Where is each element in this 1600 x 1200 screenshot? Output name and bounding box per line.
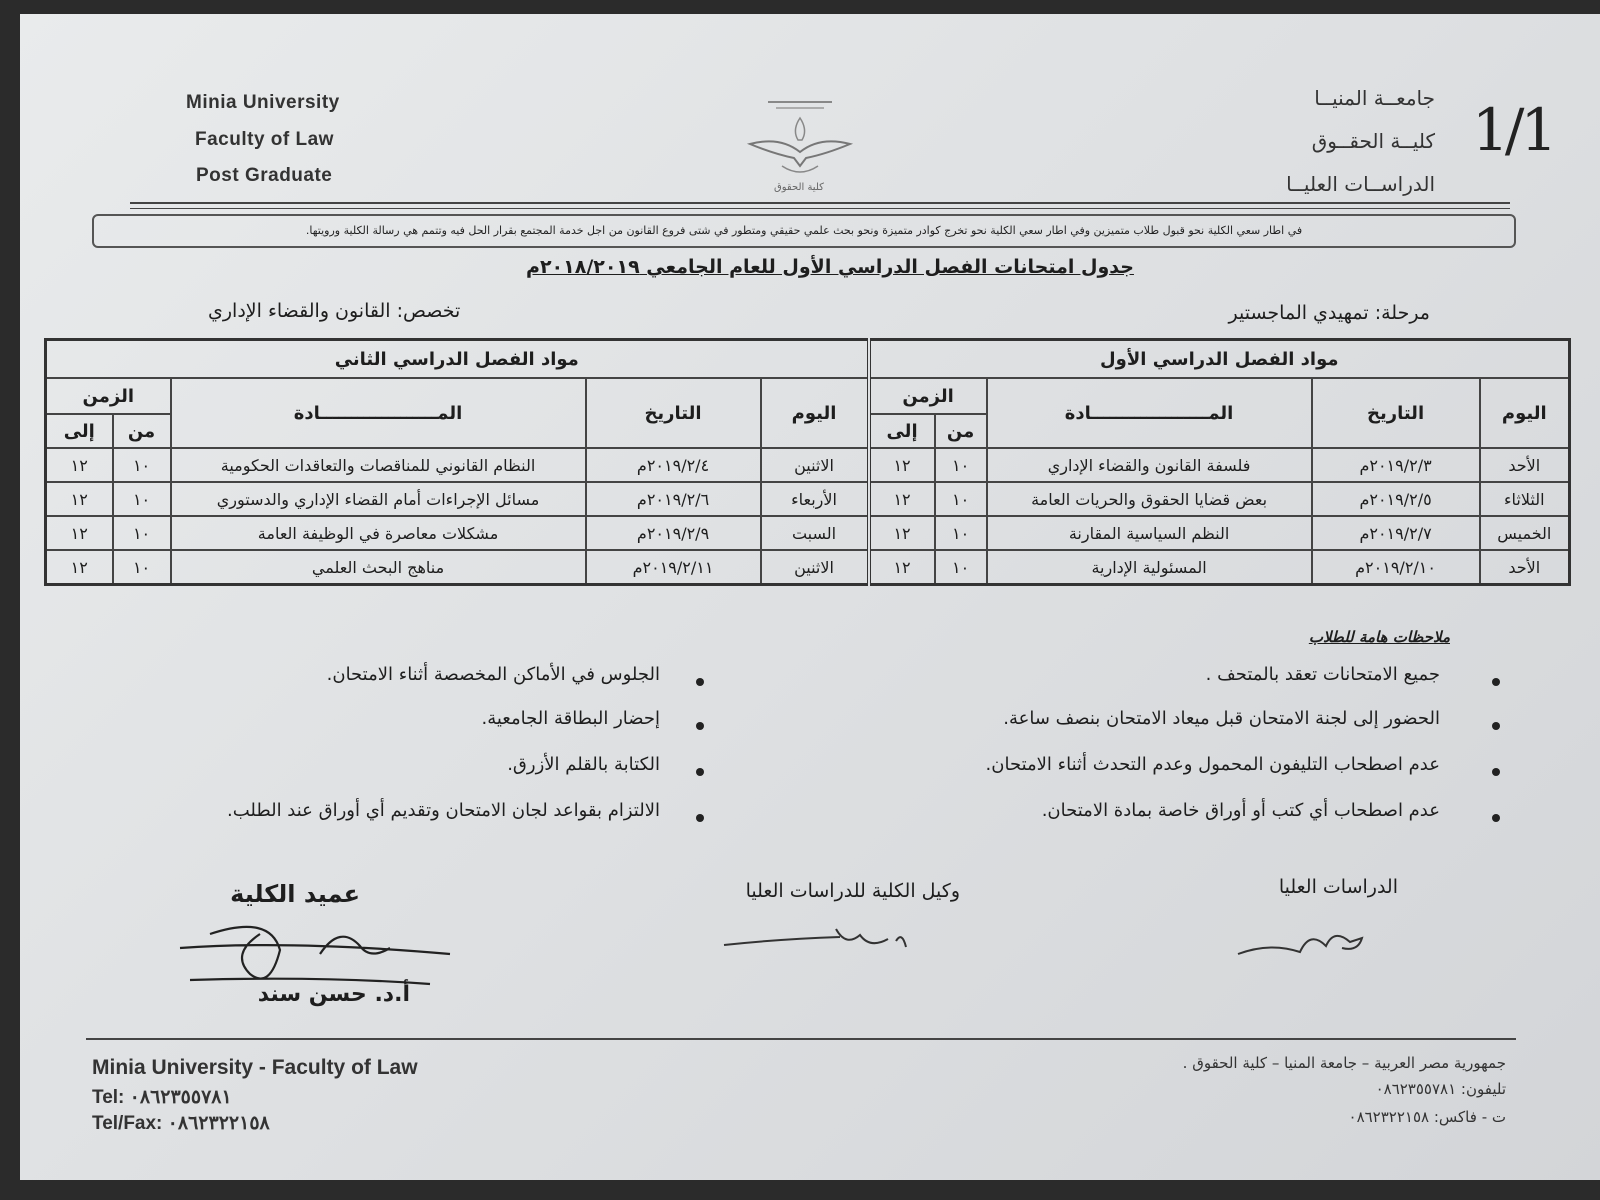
s1-day: الأحد — [1480, 550, 1570, 585]
s2-date: ٢٠١٩/٢/١١م — [586, 550, 761, 585]
exam-schedule-table — [44, 338, 1571, 586]
header-ar-dept: الدراســات العليــا — [1286, 172, 1435, 196]
col-day-2: اليوم — [761, 378, 869, 448]
s1-day: الثلاثاء — [1480, 482, 1570, 516]
note-left-4: الالتزام بقواعد لجان الامتحان وتقديم أي أوراق عند الطلب. — [226, 800, 660, 821]
bullet-icon — [696, 678, 704, 686]
s2-day: السبت — [761, 516, 869, 550]
header-ar-university: جامعــة المنيــا — [1314, 86, 1435, 110]
header-ar-faculty: كليــة الحقــوق — [1311, 129, 1435, 153]
footer-ar-tel: تليفون: ٠٨٦٢٣٥٥٧٨١ — [1375, 1080, 1506, 1098]
s2-to: ١٢ — [46, 448, 113, 482]
s1-date: ٢٠١٩/٢/٧م — [1312, 516, 1480, 550]
s1-date: ٢٠١٩/٢/٥م — [1312, 482, 1480, 516]
bullet-icon — [1492, 814, 1500, 822]
header-en-university: Minia University — [186, 92, 340, 113]
note-right-3: عدم اصطحاب التليفون المحمول وعدم التحدث أثناء الامتحان. — [985, 754, 1440, 775]
col-subject-1: المـــــــــــــــــــادة — [987, 378, 1312, 448]
s2-date: ٢٠١٩/٢/٦م — [586, 482, 761, 516]
signature-grad-title: الدراسات العليا — [1278, 876, 1398, 898]
s2-from: ١٠ — [113, 448, 171, 482]
document-page — [20, 14, 1600, 1180]
note-left-2: إحضار البطاقة الجامعية. — [481, 708, 660, 729]
s1-subject: النظم السياسية المقارنة — [987, 516, 1312, 550]
header-rule-top — [130, 202, 1510, 204]
note-right-2: الحضور إلى لجنة الامتحان قبل ميعاد الامتحان بنصف ساعة. — [1003, 708, 1440, 729]
s1-to: ١٢ — [869, 550, 935, 585]
s2-day: الأربعاء — [761, 482, 869, 516]
notes-title: ملاحظات هامة للطلاب — [1308, 628, 1450, 646]
footer-ar-line: جمهورية مصر العربية – جامعة المنيا – كلية الحقوق . — [1182, 1054, 1506, 1072]
s2-to: ١٢ — [46, 482, 113, 516]
table-row — [46, 550, 1570, 585]
specialization-label: تخصص: القانون والقضاء الإداري — [208, 300, 461, 322]
note-right-1: جميع الامتحانات تعقد بالمتحف . — [1205, 664, 1440, 685]
table-row — [46, 448, 1570, 482]
header-en-faculty: Faculty of Law — [195, 129, 334, 150]
note-left-1: الجلوس في الأماكن المخصصة أثناء الامتحان. — [326, 664, 660, 685]
s2-day: الاثنين — [761, 550, 869, 585]
s1-from: ١٠ — [935, 448, 987, 482]
col-date-1: التاريخ — [1312, 378, 1480, 448]
footer-en-tel: Tel: ٠٨٦٢٣٥٥٧٨١ — [92, 1087, 232, 1108]
bullet-icon — [696, 814, 704, 822]
col-to-2: إلى — [46, 414, 113, 448]
footer-rule — [86, 1038, 1516, 1040]
s2-subject: مشكلات معاصرة في الوظيفة العامة — [171, 516, 586, 550]
col-date-2: التاريخ — [586, 378, 761, 448]
s1-date: ٢٠١٩/٢/٣م — [1312, 448, 1480, 482]
sem2-header: مواد الفصل الدراسي الثاني — [46, 340, 869, 379]
s1-to: ١٢ — [869, 448, 935, 482]
s1-subject: فلسفة القانون والقضاء الإداري — [987, 448, 1312, 482]
footer-en-line: Minia University - Faculty of Law — [92, 1056, 418, 1079]
sem1-header: مواد الفصل الدراسي الأول — [869, 340, 1570, 379]
header-rule-bottom — [130, 208, 1510, 209]
bullet-icon — [1492, 768, 1500, 776]
note-right-4: عدم اصطحاب أي كتب أو أوراق خاصة بمادة الامتحان. — [1041, 800, 1440, 821]
s2-subject: النظام القانوني للمناقصات والتعاقدات الحكومية — [171, 448, 586, 482]
page-mark: 1/1 — [1472, 96, 1554, 164]
signature-dean-name: أ.د. حسن سند — [257, 982, 410, 1007]
s1-subject: بعض قضايا الحقوق والحريات العامة — [987, 482, 1312, 516]
s1-day: الخميس — [1480, 516, 1570, 550]
col-from-1: من — [935, 414, 987, 448]
table-row — [46, 482, 1570, 516]
col-day-1: اليوم — [1480, 378, 1570, 448]
note-left-3: الكتابة بالقلم الأزرق. — [507, 754, 660, 775]
s1-to: ١٢ — [869, 482, 935, 516]
s1-date: ٢٠١٩/٢/١٠م — [1312, 550, 1480, 585]
s1-from: ١٠ — [935, 550, 987, 585]
s2-date: ٢٠١٩/٢/٩م — [586, 516, 761, 550]
s1-to: ١٢ — [869, 516, 935, 550]
footer-ar-fax: ت - فاكس: ٠٨٦٢٣٢٢١٥٨ — [1348, 1108, 1506, 1126]
col-from-2: من — [113, 414, 171, 448]
s2-from: ١٠ — [113, 550, 171, 585]
s2-from: ١٠ — [113, 482, 171, 516]
signature-dean-title: عميد الكلية — [230, 880, 360, 908]
faculty-logo — [740, 96, 860, 206]
s1-subject: المسئولية الإدارية — [987, 550, 1312, 585]
stage-label: مرحلة: تمهيدي الماجستير — [1228, 302, 1430, 324]
col-to-1: إلى — [869, 414, 935, 448]
s1-from: ١٠ — [935, 482, 987, 516]
signature-vice-dean-title: وكيل الكلية للدراسات العليا — [745, 880, 960, 902]
schedule-title: جدول امتحانات الفصل الدراسي الأول للعام الجامعي ٢٠١٨/٢٠١٩م — [526, 256, 1134, 278]
signature-grad-scribble — [1230, 912, 1390, 962]
s2-from: ١٠ — [113, 516, 171, 550]
s2-date: ٢٠١٩/٢/٤م — [586, 448, 761, 482]
col-subject-2: المـــــــــــــــــــادة — [171, 378, 586, 448]
bullet-icon — [1492, 722, 1500, 730]
table-row — [46, 516, 1570, 550]
bullet-icon — [1492, 678, 1500, 686]
s1-from: ١٠ — [935, 516, 987, 550]
header-en-dept: Post Graduate — [196, 165, 333, 186]
s2-subject: مناهج البحث العلمي — [171, 550, 586, 585]
s2-subject: مسائل الإجراءات أمام القضاء الإداري والدستوري — [171, 482, 586, 516]
footer-en-fax: Tel/Fax: ٠٨٦٢٣٢٢١٥٨ — [92, 1113, 270, 1134]
col-time-2: الزمن — [46, 378, 171, 414]
s2-to: ١٢ — [46, 516, 113, 550]
faculty-mission-banner: في اطار سعي الكلية نحو قبول طلاب متميزين وفي اطار سعي الكلية نحو تخرج كوادر متميزة ونحو بحث علمي حقيقي ومتطور في شتى فروع القانون من اجل خدمة المجتمع بقرار الحل فيه وتتمم هي رسالة الكلية ورويتها. — [92, 214, 1516, 248]
s2-day: الاثنين — [761, 448, 869, 482]
signature-vice-dean-scribble — [720, 919, 920, 959]
bullet-icon — [696, 722, 704, 730]
bullet-icon — [696, 768, 704, 776]
s2-to: ١٢ — [46, 550, 113, 585]
logo-caption: كلية الحقوق — [774, 182, 824, 193]
s1-day: الأحد — [1480, 448, 1570, 482]
col-time-1: الزمن — [869, 378, 987, 414]
